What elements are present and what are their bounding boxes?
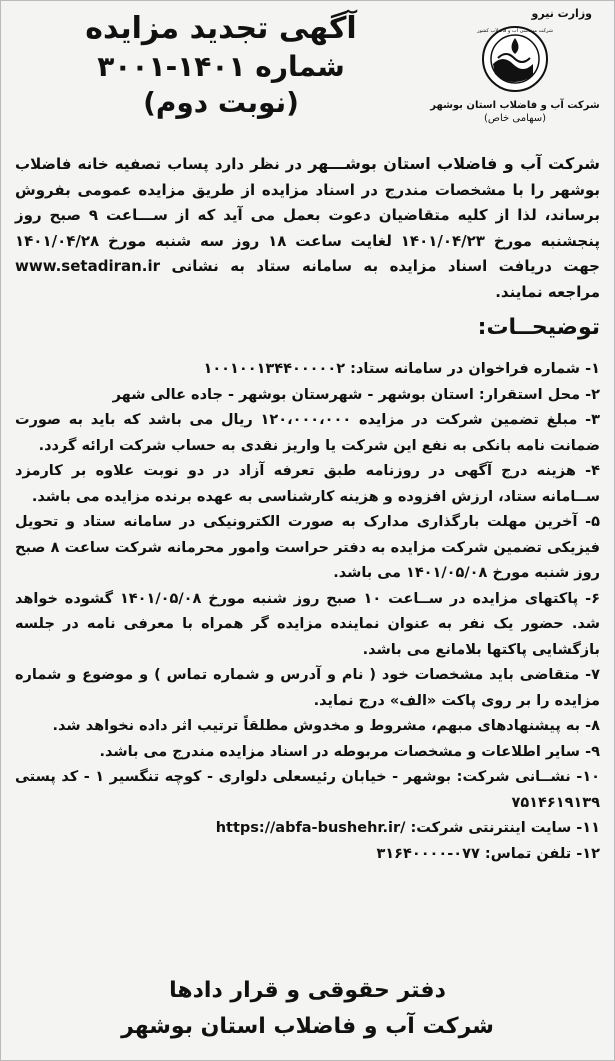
item-text: ۳- مبلغ تضمین شرکت در مزایده ۱۲۰،۰۰۰،۰۰۰ ریال می باشد که باید به صورت ضمانت نامه بانکی به نفع این شرکت یا واریز نقدی به حساب شرکت ارائه گردد. bbox=[15, 412, 600, 454]
list-item bbox=[15, 740, 600, 766]
signature-block bbox=[15, 973, 600, 1045]
intro-paragraph bbox=[15, 151, 600, 305]
item-label: ۱۱- سایت اینترنتی شرکت: bbox=[410, 820, 600, 836]
notice-title: آگهی تجدید مزایده bbox=[85, 11, 357, 46]
item-text: ۵- آخرین مهلت بارگذاری مدارک به صورت الکترونیکی در سامانه ستاد و تحویل فیزیکی تضمین شرکت مزایده به دفتر حراست وامور محرمانه شرکت ساعت ۸ صبح روز شنبه مورخ ۱۴۰۱/۰۵/۰۸ می باشد. bbox=[15, 514, 600, 581]
list-item bbox=[15, 383, 600, 409]
organization-type: (سهامی خاص) bbox=[483, 113, 547, 124]
descriptions-list bbox=[15, 357, 600, 867]
organization-block bbox=[430, 7, 600, 124]
list-item bbox=[15, 765, 600, 816]
item-text: ۶- پاکتهای مزایده در ســاعت ۱۰ صبح روز شنبه مورخ ۱۴۰۱/۰۵/۰۸ گشوده خواهد شد. حضور یک نفر به عنوان نماینده مزایده گر همراه با معرفی نامه در جلسه بازگشایی پاکتها بلامانع می باشد. bbox=[15, 590, 600, 658]
phone-number: ۰۷۷-۳۱۶۴۰۰۰۰ bbox=[376, 845, 480, 862]
item-label: ۱- شماره فراخوان در سامانه ستاد: bbox=[350, 361, 600, 377]
intro-site-link[interactable]: www.setadiran.ir bbox=[15, 257, 161, 275]
organization-name: شرکت آب و فاضلاب استان بوشهر bbox=[430, 100, 600, 111]
item-text: ۴- هزینه درج آگهی در روزنامه طبق تعرفه آزاد در دو نوبت علاوه بر کارمزد ســامانه ستاد، ارزش افزوده و هزینه کارشناسی به عهده برنده مزایده می باشد. bbox=[15, 463, 600, 505]
item-label: ۱۲- تلفن تماس: bbox=[484, 845, 600, 862]
list-item bbox=[15, 510, 600, 587]
footer-company: شرکت آب و فاضلاب استان بوشهر bbox=[121, 1014, 494, 1039]
item-text: ۷- متقاضی باید مشخصات خود ( نام و آدرس و شماره تماس ) و موضوع و شماره مزایده را بر روی پاکت «الف» درج نماید. bbox=[15, 667, 600, 709]
ministry-name: وزارت نیرو bbox=[531, 7, 592, 20]
list-item bbox=[15, 357, 600, 383]
list-item bbox=[15, 408, 600, 459]
notice-round: (نوبت دوم) bbox=[143, 86, 299, 119]
logo-lettering: شرکت مهندسی آب و فاضلاب کشور bbox=[477, 28, 553, 34]
list-item bbox=[15, 663, 600, 714]
descriptions-heading: توضیحــات: bbox=[477, 315, 600, 340]
intro-text: در نظر دارد پساب تصفیه خانه فاضلاب بوشهر را با مشخصات مندرج در اسناد مزایده از طریق مزایده عمومی بفروش برساند، لذا از کلیه متقاضیان دعوت بعمل می آید که از ســـاعت ۹ صبح روز پنجشنبه مورخ ۱۴۰۱/۰۴/۲۳ لغایت ساعت ۱۸ روز سه شنبه مورخ ۱۴۰۱/۰۴/۲۸ جهت دریافت اسناد مزایده به سامانه ستاد به نشانی bbox=[15, 155, 600, 275]
intro-company: شرکت آب و فاضلاب استان بوشـــهر bbox=[308, 154, 600, 173]
list-item bbox=[15, 587, 600, 664]
notice-header bbox=[1, 1, 614, 141]
water-company-logo-icon bbox=[476, 24, 554, 94]
list-item bbox=[15, 714, 600, 740]
item-text: ۹- سایر اطلاعات و مشخصات مربوطه در اسناد مزایده مندرج می باشد. bbox=[99, 743, 600, 760]
list-item bbox=[15, 459, 600, 510]
intro-tail: مراجعه نمایند. bbox=[495, 282, 600, 301]
item-label: ۱۰- نشــانی شرکت: bbox=[456, 769, 601, 785]
item-text: ۱۰۰۱۰۰۱۳۴۴۰۰۰۰۰۲ bbox=[203, 361, 346, 377]
item-text: ۸- به پیشنهادهای مبهم، مشروط و مخدوش مطلقاً ترتیب اثر داده نخواهد شد. bbox=[52, 718, 600, 734]
item-text: استان بوشهر - شهرستان بوشهر - جاده عالی شهر bbox=[112, 386, 474, 403]
notice-number: شماره ۱۴۰۱-۳۰۰۱ bbox=[97, 50, 345, 83]
company-website-link[interactable]: https://abfa-bushehr.ir/ bbox=[215, 820, 406, 836]
item-text: بوشهر - خیابان رئیسعلی دلواری - کوچه تنگسیر ۱ - کد پستی ۷۵۱۴۶۱۹۱۳۹ bbox=[15, 769, 600, 811]
item-label: ۲- محل استقرار: bbox=[478, 386, 600, 403]
list-item bbox=[15, 842, 600, 868]
footer-department: دفتر حقوقی و قرار دادها bbox=[169, 978, 446, 1003]
title-block bbox=[41, 9, 401, 121]
list-item bbox=[15, 816, 600, 842]
